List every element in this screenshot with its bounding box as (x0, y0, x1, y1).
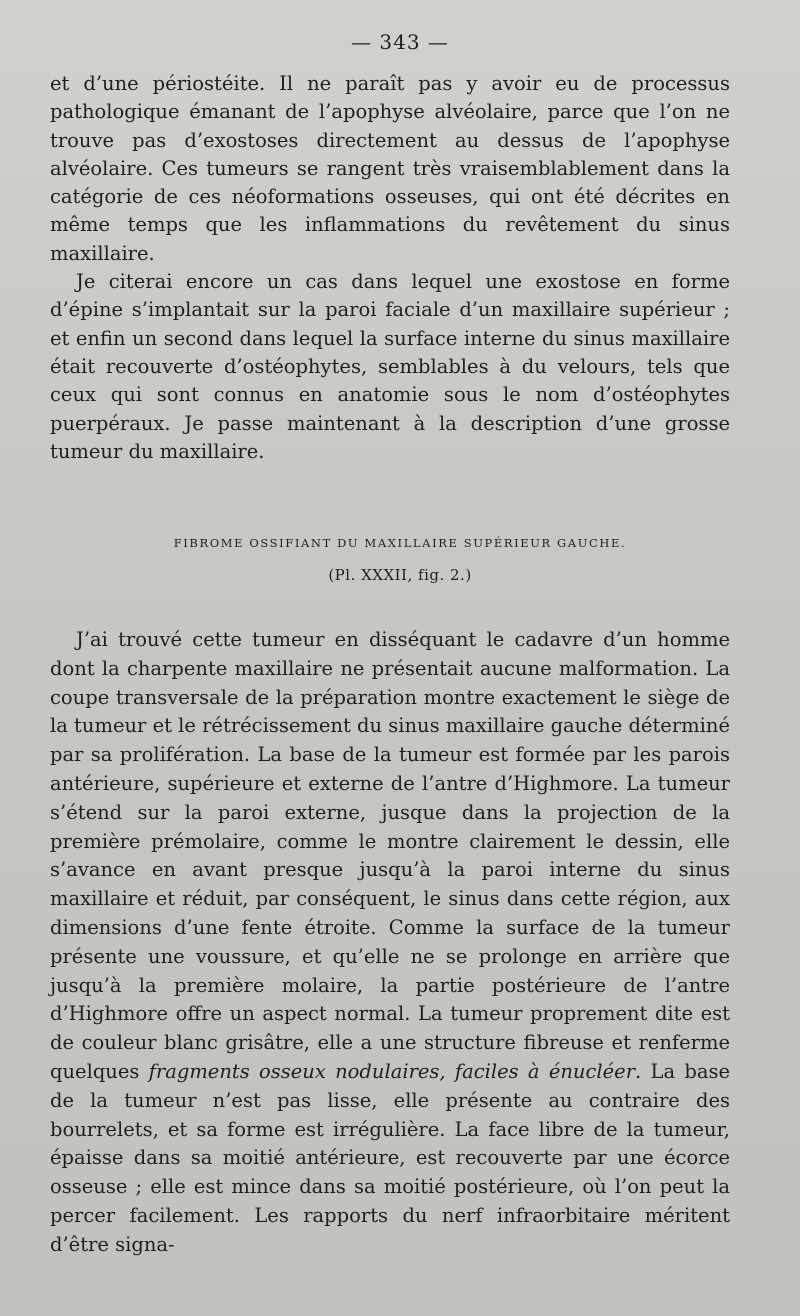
main-text (50, 626, 730, 1260)
body-paragraph (50, 626, 730, 1260)
intro-paragraph: Je citerai encore un cas dans lequel une exostose en forme d’épine s’implantait sur la paroi faciale d’un maxillaire supérieur ; et enfin un second dans lequel la surface interne du sinus maxillaire était recouverte d’ostéophytes, semblables à du velours, tels que ceux qui sont connus en anatomie sous le nom d’ostéophytes puerpéraux. Je passe maintenant à la description d’une grosse tumeur du maxillaire. (50, 270, 730, 463)
page-number: — 343 — (351, 30, 449, 54)
body-text: J’ai trouvé cette tumeur en disséquant le cadavre d’un homme dont la charpente maxillaire ne présentait aucune malformation. La coupe transversale de la préparation montre exactement le siège de la tumeur et le rétrécissement du sinus maxillaire gauche déterminé par sa prolifération. La base de la tumeur est formée par les parois antérieure, supérieure et externe de l’antre d’Highmore. La tumeur s’étend sur la paroi externe, jusque dans la projection de la première prémolaire, comme le montre clairement le dessin, elle s’avance en avant presque jusqu’à la paroi interne du sinus maxillaire et réduit, par conséquent, le sinus dans cette région, aux dimensions d’une fente étroite. Comme la surface de la tumeur présente une voussure, et qu’elle ne se prolonge en arrière que jusqu’à la première molaire, la partie postérieure de l’antre d’Highmore offre un aspect normal. La tumeur proprement dite est de couleur blanc grisâtre, elle a une structure fibreuse et renferme quelques (50, 628, 730, 1083)
intro-paragraph: et d’une périostéite. Il ne paraît pas y avoir eu de processus pathologique émanant de l’apophyse alvéolaire, parce que l’on ne trouve pas d’exostoses directement au dessus de l’apophyse alvéolaire. Ces tumeurs se rangent très vraisemblablement dans la catégorie de ces néoformations osseuses, qui ont été décrites en même temps que les inflammations du revêtement du sinus maxillaire. (50, 72, 730, 265)
body-text: . La base de la tumeur n’est pas lisse, elle présente au contraire des bourrelets, et sa forme est irrégulière. La face libre de la tumeur, épaisse dans sa moitié antérieure, est recouverte par une écorce osseuse ; elle est mince dans sa moitié postérieure, où l’on peut la percer facilement. Les rapports du nerf infraorbitaire méritent d’être signa- (50, 1059, 730, 1256)
intro-text (50, 70, 730, 466)
emphasized-text: fragments osseux nodulaires, faciles à énucléer (148, 1059, 636, 1083)
plate-reference: (Pl. XXXII, fig. 2.) (328, 566, 472, 584)
section-heading: FIBROME OSSIFIANT DU MAXILLAIRE SUPÉRIEUR GAUCHE. (173, 536, 627, 550)
